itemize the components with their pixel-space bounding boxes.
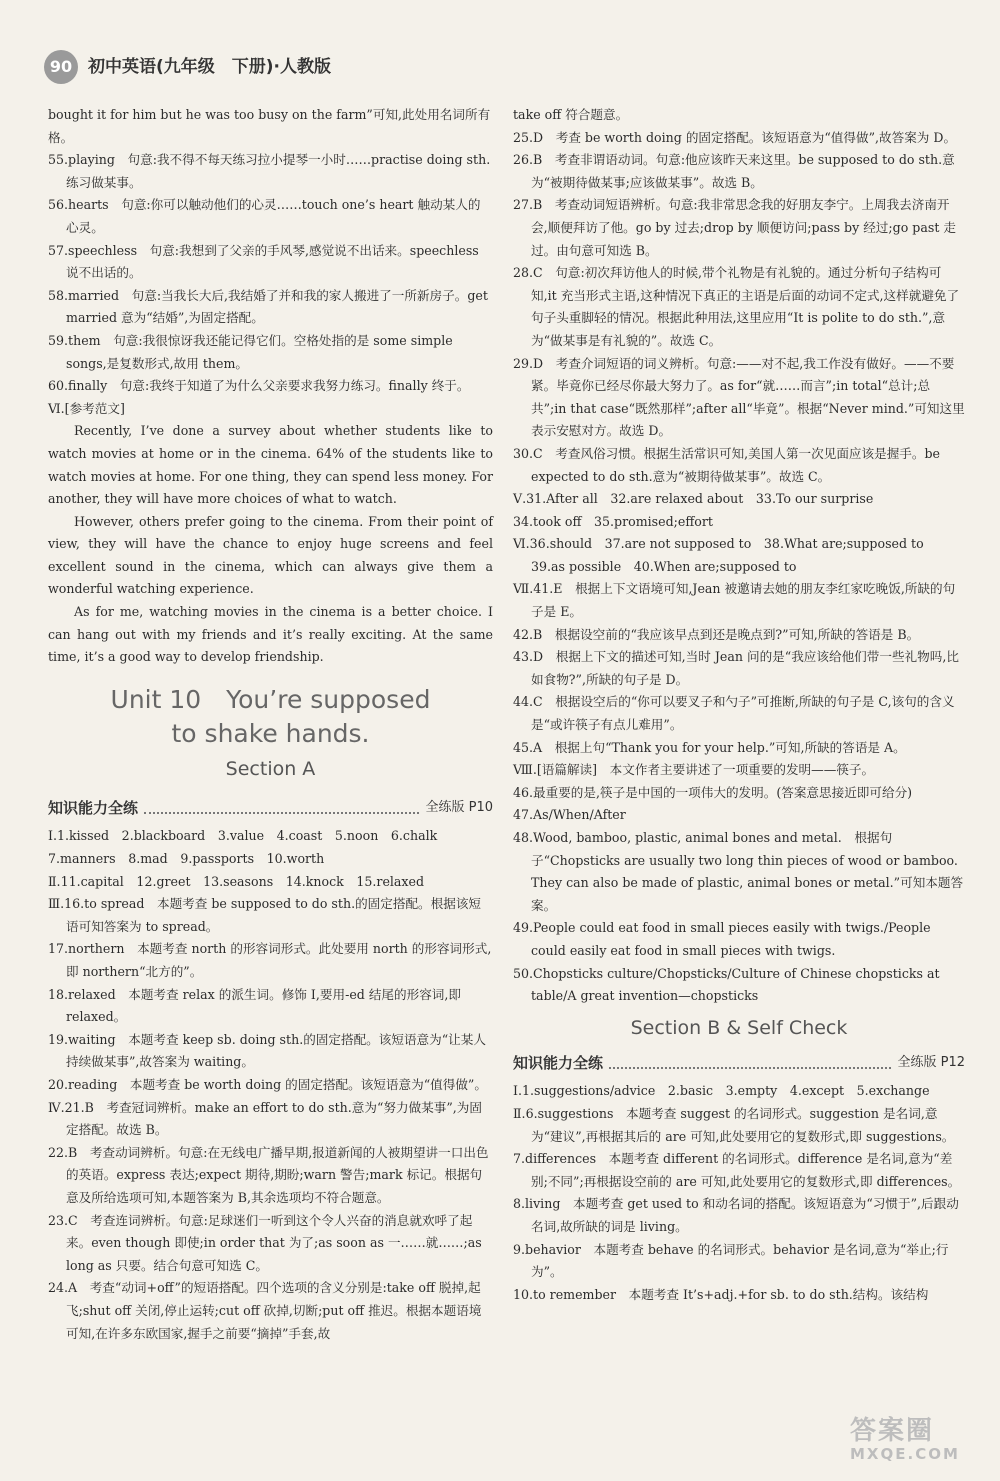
knowledge-ref: 全练版 P12 <box>897 1054 965 1070</box>
answer-item: 20.reading 本题考查 be worth doing 的固定搭配。该短语意为“值得做”。 <box>48 1076 487 1092</box>
page-number: 90 <box>44 50 78 84</box>
knowledge-label: 知识能力全练 <box>48 798 139 817</box>
watermark-text: 答案圈 <box>850 1416 935 1446</box>
left-column <box>48 104 493 1345</box>
answer-item: 45.A 根据上句“Thank you for your help.”可知,所缺的答语是 A。 <box>513 739 906 755</box>
unit-title-line: Unit 10 You’re supposed <box>110 684 431 714</box>
answer-item: 44.C 根据设空后的“你可以要叉子和勺子”可推断,所缺的句子是 C,该句的含义是“或许筷子有点儿难用”。 <box>513 694 955 733</box>
essay-heading: Ⅵ.[参考范文] <box>48 400 125 416</box>
answer-item: bought it for him but he was too busy on the farm”可知,此处用名词所有格。 <box>48 107 491 145</box>
answer-item: 10.to remember 本题考查 It’s+adj.+for sb. to do sth.结构。该结构 <box>513 1286 929 1302</box>
answer-item: 24.A 考查“动词+off”的短语搭配。四个选项的含义分别是:take off 脱掉,起飞;shut off 关闭,停止运转;cut off 砍掉,切断;put off 推迟。根据本题语境可知,在许多东欧国家,握手之前要“摘掉”手套,故 <box>48 1280 482 1341</box>
answer-item: 42.B 根据设空前的“我应该早点到还是晚点到?”可知,所缺的答语是 B。 <box>513 626 920 642</box>
answer-item: 49.People could eat food in small pieces easily with twigs./People could easily eat food in small pieces with twigs. <box>513 920 931 958</box>
section-title: Section B & Self Check <box>630 1016 848 1039</box>
answer-item: Ⅱ.6.suggestions 本题考查 suggest 的名词形式。suggestion 是名词,意为“建议”,再根据其后的 are 可知,此处要用它的复数形式,即 suggestions。 <box>513 1105 955 1144</box>
answer-item: 18.relaxed 本题考查 relax 的派生词。修饰 I,要用-ed 结尾的形容词,即 relaxed。 <box>48 986 461 1025</box>
answer-item: 48.Wood, bamboo, plastic, animal bones and metal. 根据句子“Chopsticks are usually two long thin pieces of wood or bamboo. They can also be made of plastic, animal bones or metal.”可知本题答案。 <box>513 830 964 913</box>
right-column <box>513 104 965 1306</box>
answer-item: 58.married 句意:当我长大后,我结婚了并和我的家人搬进了一所新房子。get married 意为“结婚”,为固定搭配。 <box>48 287 488 326</box>
knowledge-bar <box>513 1052 965 1075</box>
answer-item: 26.B 考查非谓语动词。句意:他应该昨天来这里。be supposed to do sth.意为“被期待做某事;应该做某事”。故选 B。 <box>513 152 955 190</box>
knowledge-label: 知识能力全练 <box>513 1053 604 1072</box>
answer-item: 46.最重要的是,筷子是中国的一项伟大的发明。(答案意思接近即可给分) <box>513 784 913 800</box>
page-header <box>44 50 331 84</box>
answer-item: Ⅳ.21.B 考查冠词辨析。make an effort to do sth.意为“努力做某事”,为固定搭配。故选 B。 <box>48 1099 482 1138</box>
knowledge-bar <box>48 797 493 820</box>
book-title: 初中英语(九年级 下册)·人教版 <box>88 56 331 77</box>
answer-item: 34.took off 35.promised;effort <box>513 513 713 529</box>
answer-item: 59.them 句意:我很惊讶我还能记得它们。空格处指的是 some simple songs,是复数形式,故用 them。 <box>48 332 453 371</box>
answer-item: 7.differences 本题考查 different 的名词形式。difference 是名词,意为“差别;不同”;再根据设空前的 are 可知,此处要用它的复数形式,即 differences。 <box>513 1151 961 1189</box>
answer-item: 17.northern 本题考查 north 的形容词形式。此处要用 north 的形容词形式,即 northern“北方的”。 <box>48 941 492 979</box>
answer-item: 25.D 考查 be worth doing 的固定搭配。该短语意为“值得做”,故答案为 D。 <box>513 129 957 145</box>
answer-item: Ⅴ.31.After all 32.are relaxed about 33.To our surprise <box>513 491 874 507</box>
answer-item: Ⅰ.1.suggestions/advice 2.basic 3.empty 4.except 5.exchange <box>513 1083 930 1099</box>
answer-item: 60.finally 句意:我终于知道了为什么父亲要求我努力练习。finally 终于。 <box>48 378 470 394</box>
answer-item: 27.B 考查动词短语辨析。句意:我非常思念我的好朋友李宁。上周我去济南开会,顺便拜访了他。go by 过去;drop by 顺便访问;pass by 经过;go past 走过。由句意可知选 B。 <box>513 197 956 258</box>
answer-item: Ⅵ.36.should 37.are not supposed to 38.What are;supposed to 39.as possible 40.When are;supposed to <box>513 536 937 574</box>
answer-item: 30.C 考查风俗习惯。根据生活常识可知,美国人第一次见面应该是握手。be expected to do sth.意为“被期待做某事”。故选 C。 <box>513 445 940 484</box>
essay-paragraph: However, others prefer going to the cinema. From their point of view, they will have the chance to enjoy huge screens and feel excellent sound in the cinema, which can always give them a wonderful watching experience. <box>48 513 493 597</box>
answer-item: 23.C 考查连词辨析。句意:足球迷们一听到这个令人兴奋的消息就欢呼了起来。even though 即使;in order that 为了;as soon as 一……就……;as long as 只要。结合句意可知选 C。 <box>48 1212 482 1273</box>
answer-item: 8.living 本题考查 get used to 和动名词的搭配。该短语意为“习惯于”,后跟动名词,故所缺的词是 living。 <box>513 1196 959 1234</box>
answer-item: Ⅱ.11.capital 12.greet 13.seasons 14.knock 15.relaxed <box>48 873 425 889</box>
dotted-leader <box>144 802 419 814</box>
answer-item: 56.hearts 句意:你可以触动他们的心灵……touch one’s heart 触动某人的心灵。 <box>48 197 481 235</box>
answer-item: 55.playing 句意:我不得不每天练习拉小提琴一小时……practise doing sth.练习做某事。 <box>48 152 491 190</box>
section-title: Section A <box>225 757 316 780</box>
answer-item: Ⅲ.16.to spread 本题考查 be supposed to do sth.的固定搭配。根据该短语可知答案为 to spread。 <box>48 896 482 934</box>
essay-paragraph: Recently, I’ve done a survey about whether students like to watch movies at home or in the cinema. 64% of the students like to watch movies at home. For one thing, they can spend less money. For another, they will have more choices of what to watch. <box>48 423 493 507</box>
answer-item: take off 符合题意。 <box>513 107 629 122</box>
answer-item: 50.Chopsticks culture/Chopsticks/Culture of Chinese chopsticks at table/A great invention—chopsticks <box>513 965 940 1004</box>
answer-item: 7.manners 8.mad 9.passports 10.worth <box>48 851 325 867</box>
answer-item: 28.C 句意:初次拜访他人的时候,带个礼物是有礼貌的。通过分析句子结构可知,it 充当形式主语,这种情况下真正的主语是后面的动词不定式,这样就避免了句子头重脚轻的情况。根据此种用法,这里应用“It is polite to do sth.”,意为“做某事是有礼貌的”。故选 C。 <box>513 265 960 348</box>
watermark-logo <box>850 1416 990 1476</box>
essay-paragraph: As for me, watching movies in the cinema is a better choice. I can hang out with my friends and it’s really exciting. At the same time, it’s a good way to develop friendship. <box>48 604 493 665</box>
answer-item: 43.D 根据上下文的描述可知,当时 Jean 问的是“我应该给他们带一些礼物吗,比如食物?”,所缺的句子是 D。 <box>513 649 959 687</box>
answer-item: 47.As/When/After <box>513 807 626 823</box>
answer-item: 19.waiting 本题考查 keep sb. doing sth.的固定搭配。该短语意为“让某人持续做某事”,故答案为 waiting。 <box>48 1031 486 1070</box>
answer-item: Ⅰ.1.kissed 2.blackboard 3.value 4.coast 5.noon 6.chalk <box>48 828 438 844</box>
answer-item: Ⅶ.41.E 根据上下文语境可知,Jean 被邀请去她的朋友李红家吃晚饭,所缺的句子是 E。 <box>513 581 956 620</box>
watermark-url: MXQE.COM <box>850 1444 960 1463</box>
knowledge-ref: 全练版 P10 <box>425 799 493 815</box>
dotted-leader <box>609 1057 891 1069</box>
unit-title-line: to shake hands. <box>171 718 370 748</box>
answer-item: 22.B 考查动词辨析。句意:在无线电广播早期,报道新闻的人被期望讲一口出色的英语。express 表达;expect 期待,期盼;warn 警告;mark 标记。根据句意及所给选项可知,本题答案为 B,其余选项均不符合题意。 <box>48 1144 489 1205</box>
answer-item: Ⅷ.[语篇解读] 本文作者主要讲述了一项重要的发明——筷子。 <box>513 762 875 778</box>
answer-item: 29.D 考查介词短语的词义辨析。句意:——对不起,我工作没有做好。——不要紧。毕竟你已经尽你最大努力了。as for“就……而言”;in total“总计;总共”;in that case“既然那样”;after all“毕竟”。根据“Never mind.”可知这里表示安慰对方。故选 D。 <box>513 355 965 439</box>
unit-title <box>48 683 493 751</box>
answer-item: 57.speechless 句意:我想到了父亲的手风琴,感觉说不出话来。speechless 说不出话的。 <box>48 242 479 281</box>
answer-item: 9.behavior 本题考查 behave 的名词形式。behavior 是名词,意为“举止;行为”。 <box>513 1241 949 1280</box>
